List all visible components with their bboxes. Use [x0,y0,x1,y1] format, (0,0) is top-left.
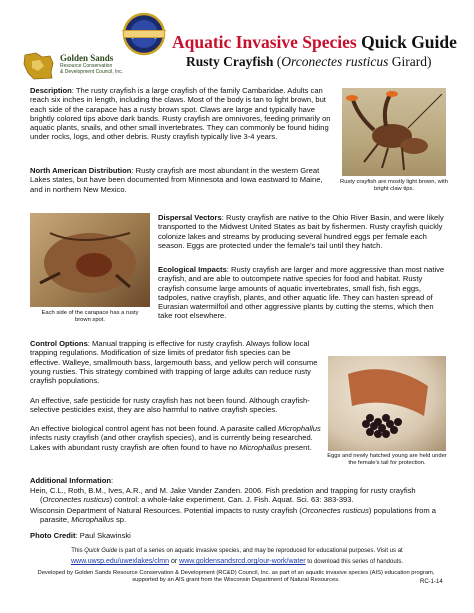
control-text-3c: present. [282,442,312,452]
impacts-paragraph [158,265,450,321]
control-text-3b: infects rusty crayfish (and other crayfish species), and is currently being researched. Lakes with abundant rusty crayfish are often found to have no [30,433,313,452]
reference-2-text-a: Wisconsin Department of Natural Resources. Potential impacts to rusty crayfish ( [30,506,302,515]
reference-1-text-a: Hein, C.L., Roth, B.M., Ives, A.R., and M. Jake Vander Zanden. 2006. Fish predation and trapping for rusty crayfish ( [30,486,416,505]
org-subtitle-1: Resource Conservation [60,63,113,69]
footer-line-1 [20,548,454,556]
description-paragraph [30,86,338,142]
control-text-2: An effective, safe pesticide for rusty crayfish has not been found. Although crayfish-selective pesticides exist, they are also harmful to native crayfish species. [30,396,310,415]
control-text-3a: An effective biological control agent has not been found. A parasite called [30,424,279,433]
dispersal-heading: Dispersal Vectors [158,213,222,222]
footer-line-2 [20,557,454,567]
description-text: : The rusty crayfish is a large crayfish of the family Cambaridae. Adults can reach six inches in length, including the claws. Most of the body is tan to light brown, but each side of the carapace has a rusty brown spot. Claws are large and typically have brightly colored tips above dark bands. Rusty crayfish are omnivores, feeding primarily on aquatic plants, snails, and other small invertebrates. They can commonly be found hiding under rocks, logs, and other debris. Rusty crayfish typically live 3-4 years. [30,86,331,142]
control-heading: Control Options [30,339,88,348]
org-subtitle-2: & Development Council, Inc. [60,69,124,75]
page-title [172,32,457,53]
footer-program-text: Developed by Golden Sands Resource Conservation & Development (RC&D) Council, Inc. as part of an aquatic invasive species (AIS) education program, supported by an AIS grant from the Wisconsin Department of Natural Resources. [37,570,435,584]
parasite-name: Microphallus [278,424,321,433]
footer-quick-guide: Quick Guide [84,548,118,554]
footer-or: or [169,558,180,565]
species-title [186,54,431,70]
dispersal-text: : Rusty crayfish are native to the Ohio River Basin, and were likely transported to the Midwest United States as bait by fishermen. Rusty crayfish quickly colonize lakes and streams by producing several hundred eggs per female each season. Eggs are protected under the female’s tail until they hatch. [158,213,444,250]
footer-text-1b: is part of a series on aquatic invasive species, and may be reproduced for educational purposes. Visit us at [117,548,403,554]
control-paragraph-1 [30,339,320,385]
impacts-text: : Rusty crayfish are larger and more aggressive than most native crayfish, and are able to outcompete native species for food and habitat. Rusty crayfish consume large amounts of aquatic invertebrates, small fish, fish eggs, tadpoles, native crayfish, plants, and other aquatic life. They can hasten spread of Eurasian watermilfoil and other aggressive plants by cutting the stems, which then take root elsewhere. [158,265,445,321]
reference-2-text-c: sp. [113,515,127,525]
distribution-text: : Rusty crayfish are most abundant in the western Great Lakes states, but have been documented from Minnesota and Iowa eastward to Maine, and in northern New Mexico. [30,166,323,194]
footer-link-uwsp[interactable]: www.uwsp.edu/uwexlakes/clmn [70,558,170,565]
reference-1-text-b: ) control: a whole-lake experiment. Can. J. Fish. Aquat. Sci. 63: 383-393. [109,495,354,505]
parasite-name-2: Microphallus [239,442,283,452]
photo-crayfish-carapace [30,213,150,307]
footer-text-2-tail: to download this series of handouts. [305,559,404,565]
photo-caption-2: Each side of the carapace has a rusty brown spot. [41,310,139,323]
footer-link-goldensands[interactable]: www.goldensandsrcd.org/our-work/water [179,558,306,565]
photo-credit-text: : Paul Skawinski [75,531,131,540]
reference-2 [30,506,456,525]
distribution-paragraph [30,166,330,194]
description-heading: Description [30,86,72,95]
footer-line-3 [30,570,442,584]
control-paragraph-2 [30,396,320,415]
control-text-1: : Manual trapping is effective for rusty crayfish. Always follow local trapping regulations. Modification of size limits of predator fish species can be effective. Walleye, smallmouth bass, largemouth bass, and yellow perch will consume young rusties. This strategy combined with trapping of large adults can reduce rusty crayfish populations. [30,339,318,386]
species-paren: ( [273,54,282,69]
photo-caption-1: Rusty crayfish are mostly light brown, with bright claw tips. [340,179,448,192]
additional-heading-line [30,476,113,485]
reference-2-parasite: Microphallus [71,515,114,525]
document-code: RC-1-14 [420,579,443,585]
wisconsin-map-icon [22,52,56,80]
species-common-name: Rusty Crayfish [186,54,274,69]
dispersal-paragraph [158,213,450,250]
photo-caption-3: Eggs and newly hatched young are held under the female’s tail for protection. [327,453,447,466]
page-title-rest: Quick Guide [356,32,457,52]
page-title-colored: Aquatic Invasive Species [172,32,357,52]
additional-colon: : [111,476,114,485]
distribution-heading: North American Distribution [30,166,132,175]
org-name: Golden Sands [60,53,114,63]
photo-crayfish-eggs [328,356,446,451]
additional-heading: Additional Information [30,476,111,485]
program-badge [118,10,170,60]
footer-text-1a: This [71,548,85,554]
impacts-heading: Ecological Impacts [158,265,227,274]
species-author: Girard) [388,54,432,69]
reference-1 [30,486,456,505]
reference-2-text-b: ) populations from a parasite, [40,506,437,525]
photo-crayfish-adult [342,88,446,176]
photo-credit [30,531,131,540]
reference-2-species: Orconectes rusticus [301,506,369,515]
reference-1-species: Orconectes rusticus [42,495,110,505]
species-scientific-name: Orconectes rusticus [281,54,389,69]
photo-credit-heading: Photo Credit [30,531,76,540]
control-paragraph-3 [30,424,322,452]
